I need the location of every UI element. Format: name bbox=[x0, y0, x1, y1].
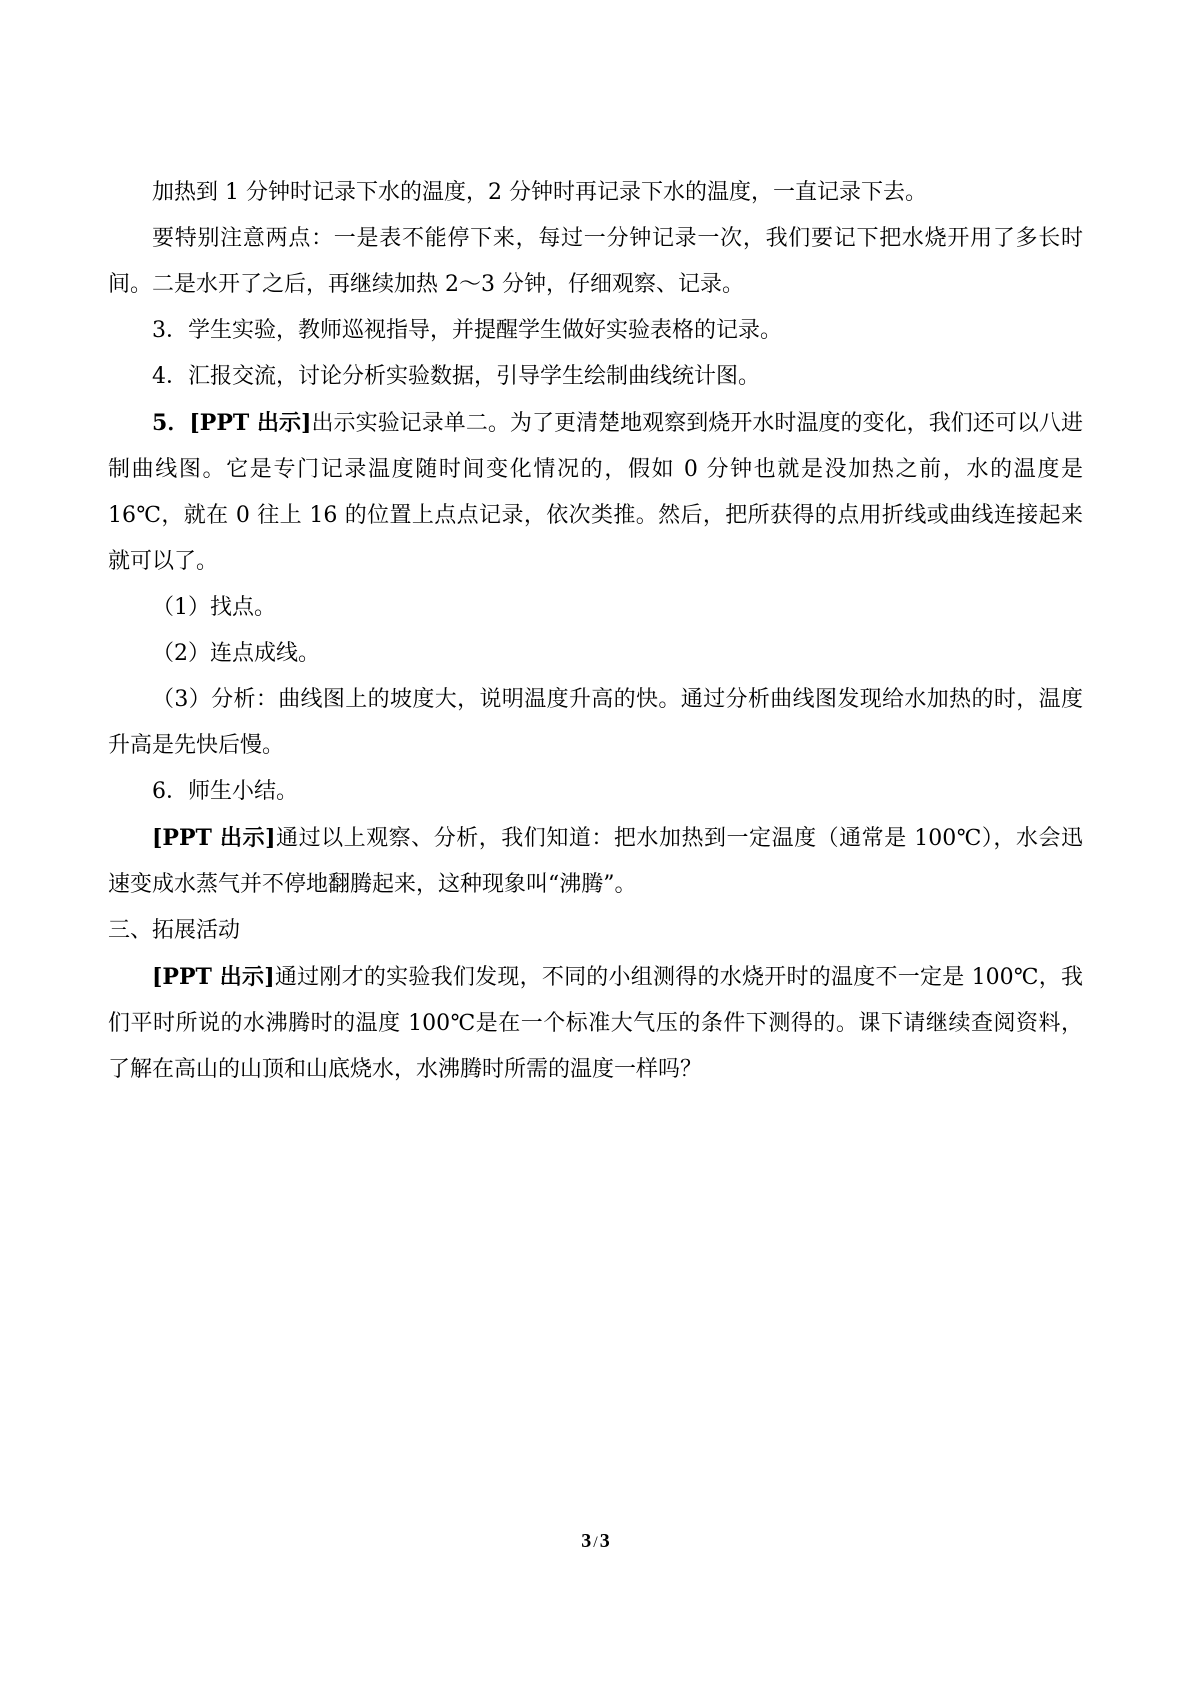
ppt-label: 5．[PPT 出示] bbox=[152, 410, 312, 436]
document-body bbox=[108, 170, 1083, 1093]
ppt-label: [PPT 出示] bbox=[152, 964, 275, 990]
paragraph-12 bbox=[108, 954, 1083, 1093]
paragraph-8: （3）分析：曲线图上的坡度大，说明温度升高的快。通过分析曲线图发现给水加热的时，温度升高是先快后慢。 bbox=[108, 687, 1083, 758]
paragraph-10-text: 通过以上观察、分析，我们知道：把水加热到一定温度（通常是 100℃），水会迅速变成水蒸气并不停地翻腾起来，这种现象叫“沸腾”。 bbox=[108, 826, 1083, 897]
paragraph-5 bbox=[108, 400, 1083, 585]
paragraph-12-text: 通过刚才的实验我们发现，不同的小组测得的水烧开时的温度不一定是 100℃，我们平时所说的水沸腾时的温度 100℃是在一个标准大气压的条件下测得的。课下请继续查阅资料，了解在高山的山顶和山底烧水，水沸腾时所需的温度一样吗？ bbox=[108, 965, 1083, 1082]
paragraph-10 bbox=[108, 815, 1083, 908]
page-number bbox=[0, 1530, 1191, 1553]
paragraph-9: 6．师生小结。 bbox=[152, 779, 298, 804]
paragraph-4: 4．汇报交流，讨论分析实验数据，引导学生绘制曲线统计图。 bbox=[152, 364, 760, 389]
paragraph-7: （2）连点成线。 bbox=[152, 641, 320, 666]
ppt-label: [PPT 出示] bbox=[152, 825, 276, 851]
paragraph-2: 要特别注意两点：一是表不能停下来，每过一分钟记录一次，我们要记下把水烧开用了多长时间。二是水开了之后，再继续加热 2～3 分钟，仔细观察、记录。 bbox=[108, 226, 1083, 297]
paragraph-1: 加热到 1 分钟时记录下水的温度，2 分钟时再记录下水的温度，一直记录下去。 bbox=[152, 180, 927, 205]
paragraph-6: （1）找点。 bbox=[152, 595, 276, 620]
paragraph-3: 3．学生实验，教师巡视指导，并提醒学生做好实验表格的记录。 bbox=[152, 318, 782, 343]
paragraph-5-text: 出示实验记录单二。为了更清楚地观察到烧开水时温度的变化，我们还可以八进制曲线图。它是专门记录温度随时间变化情况的，假如 0 分钟也就是没加热之前，水的温度是 16℃，就在 0 往上 16 的位置上点点记录，依次类推。然后，把所获得的点用折线或曲线连接起来就可以了。 bbox=[108, 411, 1083, 574]
section-heading: 三、拓展活动 bbox=[108, 918, 241, 943]
page-current: 3 bbox=[581, 1530, 592, 1552]
page-total: 3 bbox=[599, 1530, 610, 1552]
page-separator: / bbox=[593, 1534, 598, 1551]
